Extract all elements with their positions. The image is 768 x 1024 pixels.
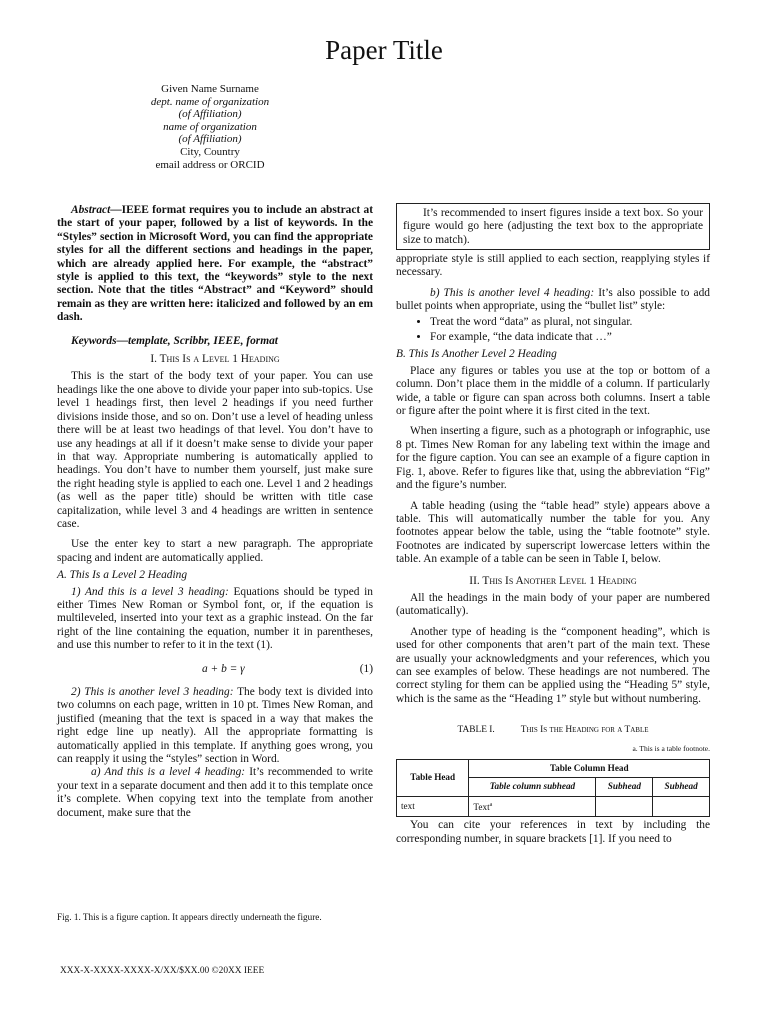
table-subhead: Table column subhead bbox=[469, 778, 596, 796]
author-block bbox=[60, 83, 360, 171]
author-name: Given Name Surname bbox=[161, 83, 259, 95]
equation-formula: a + b = γ bbox=[202, 662, 245, 675]
abstract-lead: Abstract bbox=[71, 204, 111, 216]
figure-caption: Fig. 1. This is a figure caption. It appears directly underneath the figure. bbox=[57, 912, 322, 922]
textbox-text: It’s recommended to insert figures inside a text box. So your figure would go here (adjusting the text box to the appropriate size to match). bbox=[396, 203, 710, 250]
level4-paragraph bbox=[57, 766, 373, 820]
table-column-head: Table Column Head bbox=[469, 760, 710, 778]
bullet-item: • For example, “the data indicate that …” bbox=[430, 331, 710, 344]
author-city: City, Country bbox=[180, 145, 240, 158]
body-paragraph: Another type of heading is the “component heading”, which is used for other components that aren’t part of the main text. These are usually your acknowledgments and your references, which you can see examples of below. These headings are not numbered. The correct styling for them can be applied using the “Heading 5” style, which is the same as the “Heading 1” style but without numbering. bbox=[396, 625, 710, 705]
level4-body: It’s recommended to write your text in a separate document and then add it to this template once it’s complete. When copying text into the template from another document, make sure that the bbox=[57, 766, 373, 819]
table-cell-footnote-mark: a bbox=[489, 801, 493, 808]
subsection-heading-a: A. This Is a Level 2 Heading bbox=[57, 569, 188, 582]
table-row bbox=[397, 796, 710, 816]
body-paragraph: appropriate style is still applied to each section, reapplying styles if necessary. bbox=[396, 253, 710, 279]
section-heading-2: II. This Is Another Level 1 Heading bbox=[469, 574, 637, 587]
table-cell bbox=[596, 796, 653, 816]
table-title: This Is the Heading for a Table bbox=[520, 725, 649, 736]
abstract-body: —IEEE format requires you to include an abstract at the start of your paper, followed by a list of keywords. In the “Styles” section in Microsoft Word, you can find the appropriate styles for all the different sections and headings in the paper, which are already applied here. For example, the “abstract” style is applied to this text, the “keywords” style to the next section. Note that the titles “Abstract” and “Keyword” should remain as they are written here: italicized and followed by an em dash. bbox=[57, 204, 373, 324]
level4-heading: b) This is another level 4 heading: bbox=[430, 286, 595, 299]
table-subhead: Subhead bbox=[596, 778, 653, 796]
level3-paragraph bbox=[57, 686, 373, 766]
figure-textbox bbox=[396, 203, 710, 250]
author-affiliation-2: (of Affiliation) bbox=[178, 133, 242, 146]
level3-heading: 1) And this is a level 3 heading: bbox=[71, 585, 229, 598]
table-number: TABLE I. bbox=[457, 725, 495, 736]
body-paragraph: Use the enter key to start a new paragraph. The appropriate spacing and indent are automatically applied. bbox=[57, 538, 373, 564]
body-paragraph: Place any figures or tables you use at the top or bottom of a column. Don’t place them in the middle of a column. If particularly wide, a table or figure can span across both columns. Insert a table or figure after the point where it is first cited in the text. bbox=[396, 364, 710, 418]
level4-body: It’s also possible to add bullet points when appropriate, using the “bullet list” style: bbox=[396, 286, 710, 313]
paper-title: Paper Title bbox=[325, 35, 443, 65]
abstract bbox=[57, 204, 373, 325]
level3-body: The body text is divided into two columns on each page, written in 10 pt. Times New Roman, and justified (meaning that the text is spaced in a way that makes the right edge line up neatly). All the appropriate formatting is automatically applied in this template. If anything goes wrong, you can reapply it using the “styles” section in Word. bbox=[57, 686, 374, 766]
level3-body: Equations should be typed in either Times New Roman or Symbol font, or, if the equation is multileveled, inserted into your text as a graphic instead. On the far right of the line containing the equation, number it in parentheses, and use this number to refer to it in the text (1). bbox=[57, 585, 374, 652]
table-caption bbox=[396, 724, 710, 737]
equation-number: (1) bbox=[359, 662, 373, 675]
bullet-item: • Treat the word “data” as plural, not singular. bbox=[430, 316, 710, 329]
section-heading-1: I. This Is a Level 1 Heading bbox=[150, 353, 280, 366]
table-cell bbox=[653, 796, 710, 816]
table-cell bbox=[469, 796, 596, 816]
author-dept: dept. name of organization bbox=[150, 95, 270, 108]
body-paragraph: All the headings in the main body of your paper are numbered (automatically). bbox=[396, 591, 710, 618]
body-paragraph: You can cite your references in text by including the corresponding number, in square brackets [1]. If you need to bbox=[396, 819, 710, 845]
table-stub-head: Table Head bbox=[397, 760, 469, 797]
table-cell: text bbox=[397, 796, 469, 816]
author-organization: name of organization bbox=[163, 120, 257, 133]
author-contact: email address or ORCID bbox=[155, 158, 265, 171]
body-paragraph: This is the start of the body text of your paper. You can use headings like the one above to divide your paper into sub-topics. Use level 1 headings first, then level 2 headings if you need further divisions inside those, and so on. Don’t use a level of heading unless there will be at least two headings of that level. You don’t have to use any headings at all if it doesn’t make sense to divide your paper in that way. Appropriate numbering is automatically applied to headings. You don’t have to number them yourself, just make sure the right heading style is applied to each one. Level 1 and 2 headings (as well as the paper title) should be written with title case capitalization, while level 3 and 4 headings are written in sentence case. bbox=[57, 370, 373, 530]
subsection-heading-b: B. This Is Another Level 2 Heading bbox=[396, 348, 557, 361]
example-table bbox=[396, 759, 710, 817]
table-header-row bbox=[397, 760, 710, 778]
level3-heading: 2) This is another level 3 heading: bbox=[71, 686, 234, 698]
right-column bbox=[396, 253, 710, 846]
body-paragraph: A table heading (using the “table head” style) appears above a table. This will automatically number the table for you. Any footnotes appear below the table, using the “table footnote” style. Footnotes are indicated by superscript lowercase letters within the table. An example of a table can be seen in Table I, below. bbox=[396, 499, 710, 566]
table-subhead: Subhead bbox=[653, 778, 710, 796]
copyright-footer: XXX-X-XXXX-XXXX-X/XX/$XX.00 ©20XX IEEE bbox=[60, 966, 265, 976]
level4-paragraph bbox=[396, 287, 710, 314]
left-column bbox=[57, 204, 373, 820]
body-paragraph: When inserting a figure, such as a photograph or infographic, use 8 pt. Times New Roman for any labeling text within the image and for the figure caption. You can see an example of a figure caption in Fig. 1, above. Refer to figures like that, using the abbreviation “Fig” and the figure’s number. bbox=[396, 425, 710, 492]
keywords: Keywords—template, Scribbr, IEEE, format bbox=[71, 334, 278, 347]
bullet-list bbox=[396, 316, 710, 345]
level4-heading: a) And this is a level 4 heading: bbox=[91, 766, 246, 779]
table-cell-text: Text bbox=[473, 801, 490, 812]
level3-paragraph bbox=[57, 586, 373, 653]
author-affiliation-1: (of Affiliation) bbox=[178, 108, 242, 121]
equation bbox=[57, 663, 373, 676]
table-footnote: a. This is a table footnote. bbox=[632, 743, 710, 753]
